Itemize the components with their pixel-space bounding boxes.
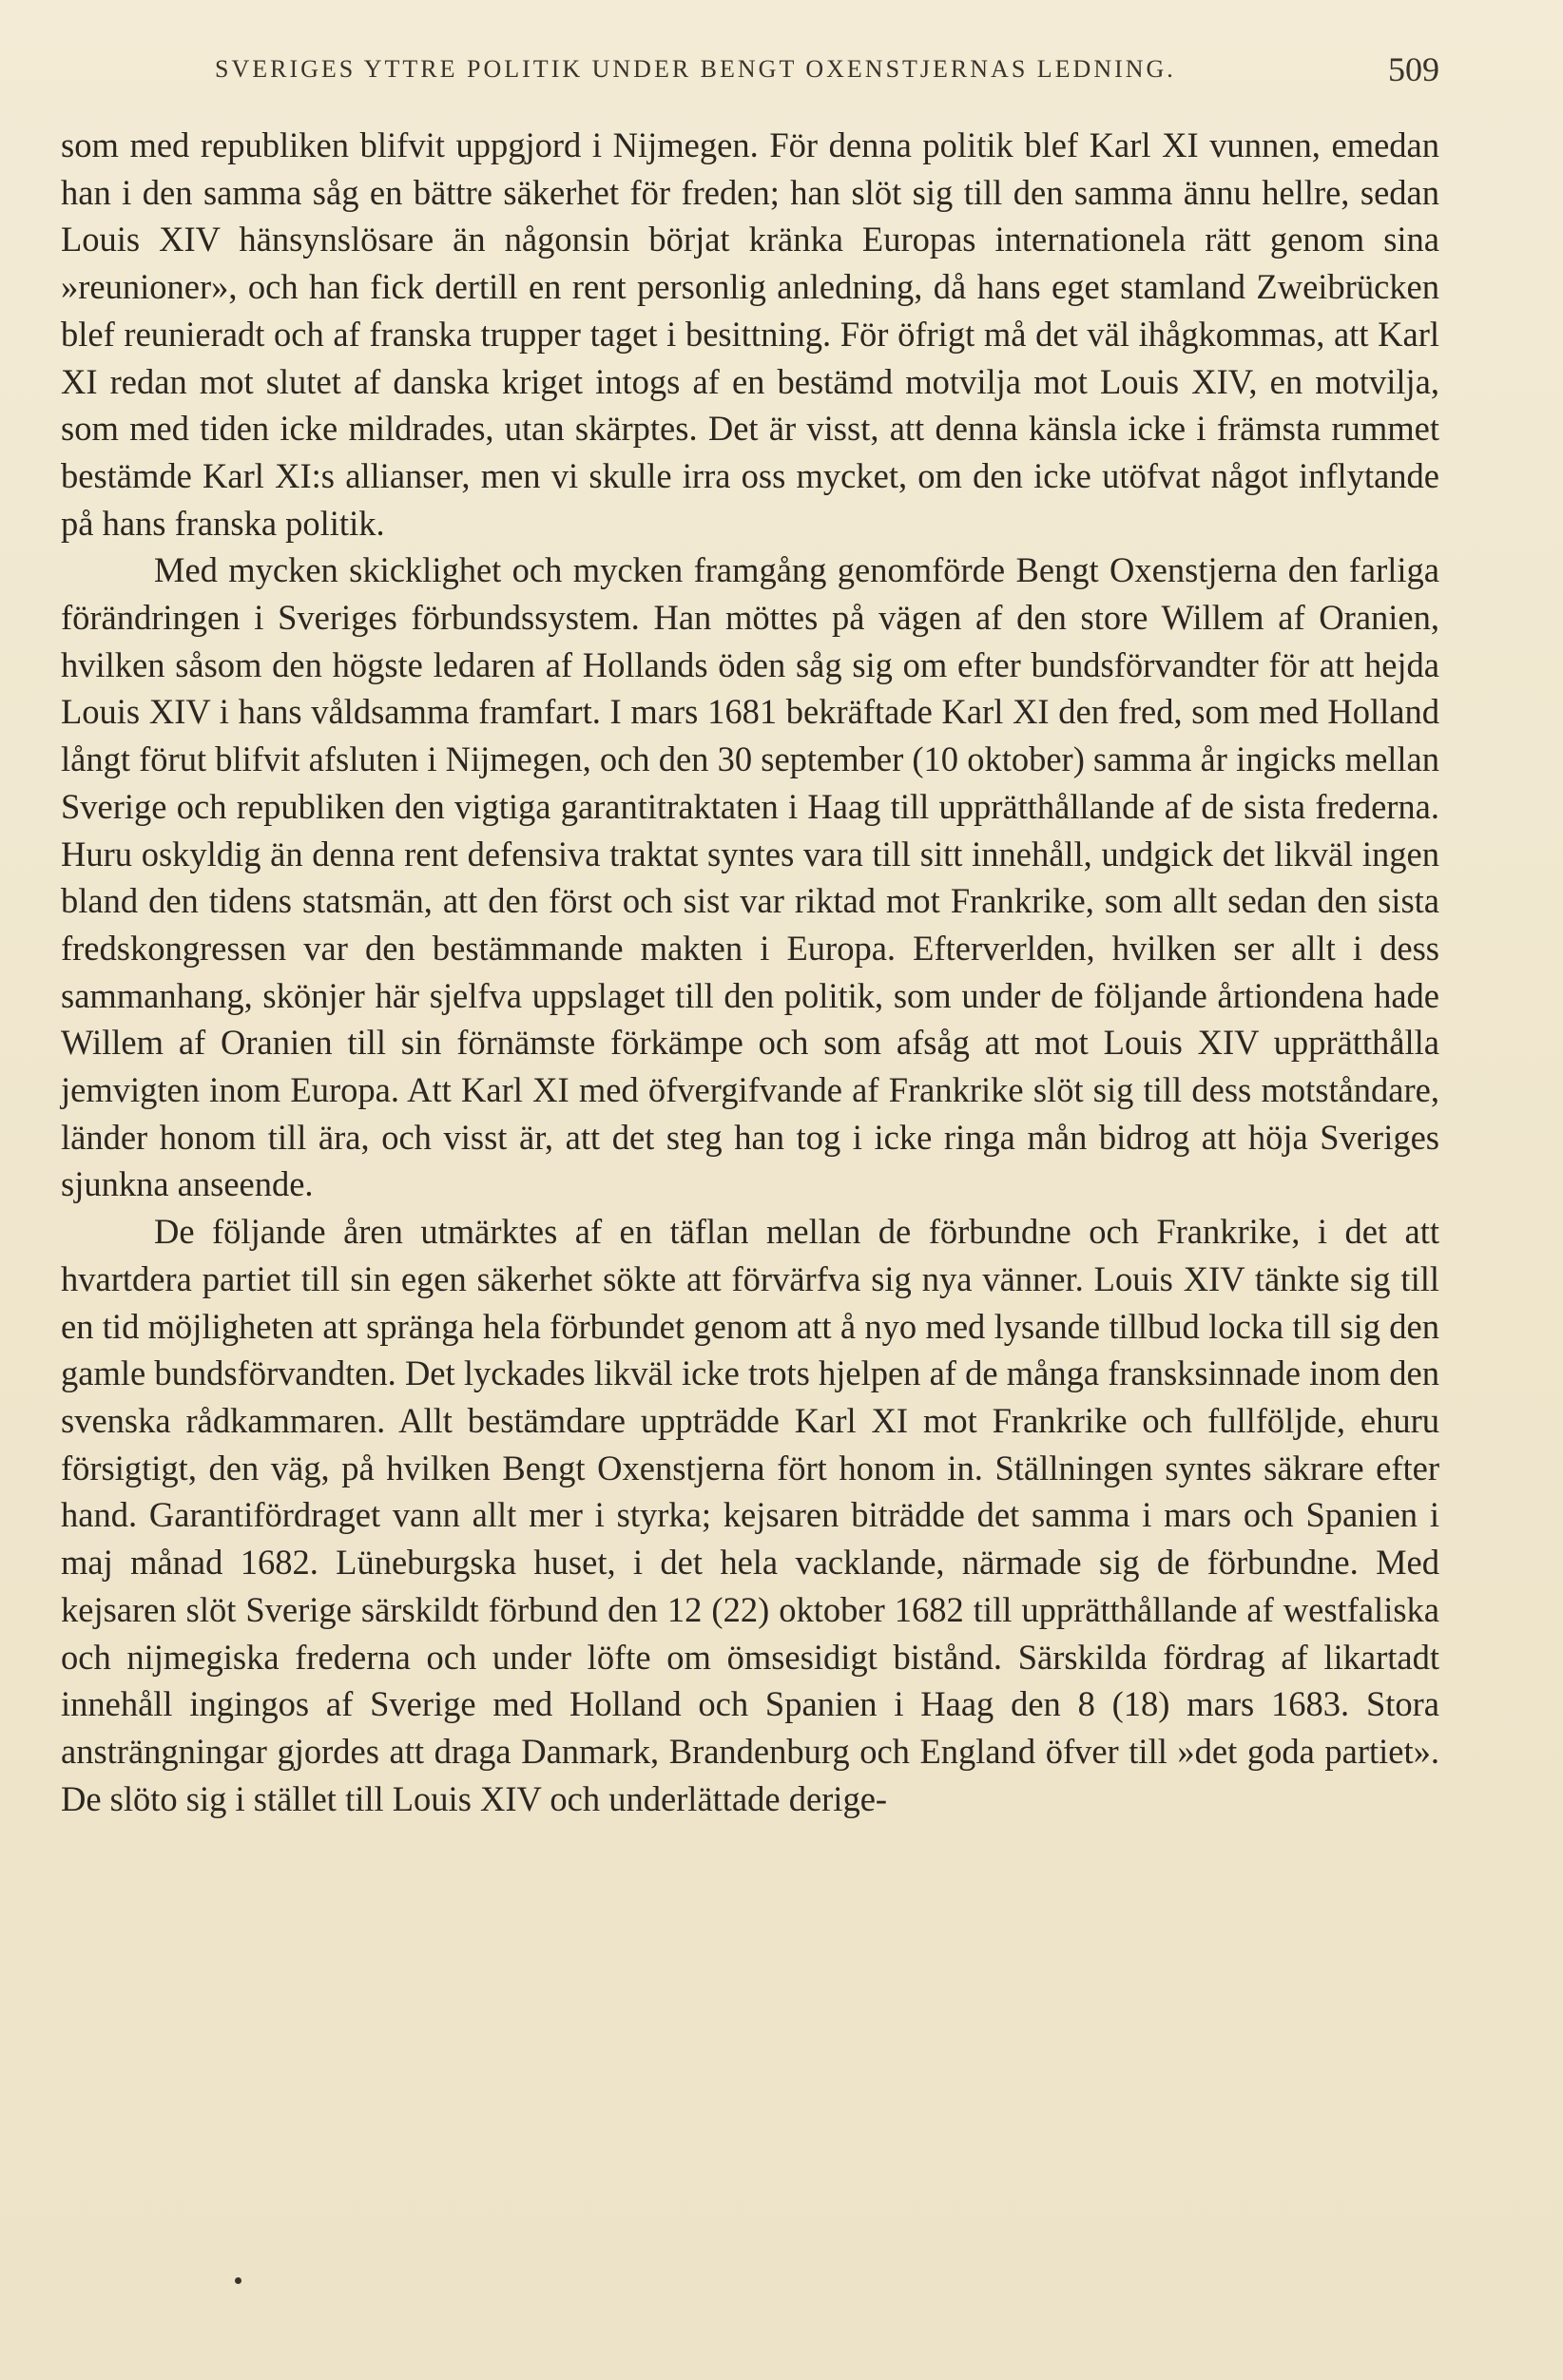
paragraph-2: Med mycken skicklighet och mycken framgång genomförde Bengt Oxenstjerna den farliga förändringen i Sveriges förbundssystem. Han möttes på vägen af den store Willem af Oranien, hvilken såsom den högste ledaren af Hollands öden såg sig om efter bundsförvandter för att hejda Louis XIV i hans våldsamma framfart. I mars 1681 bekräftade Karl XI den fred, som med Holland långt förut blifvit afsluten i Nijmegen, och den 30 september (10 oktober) samma år ingicks mellan Sverige och republiken den vigtiga garantitraktaten i Haag till upprätthållande af de sista frederna. Huru oskyldig än denna rent defensiva traktat syntes vara till sitt innehåll, undgick det likväl ingen bland den tidens statsmän, att den först och sist var riktad mot Frankrike, som allt sedan den sista fredskongressen var den bestämmande makten i Europa. Efterverlden, hvilken ser allt i dess sammanhang, skönjer här sjelfva uppslaget till den politik, som under de följande årtiondena hade Willem af Oranien till sin förnämste förkämpe och som afsåg att mot Louis XIV upprätthålla jemvigten inom Europa. Att Karl XI med öfvergifvande af Frankrike slöt sig till dess motståndare, länder honom till ära, och visst är, att det steg han tog i icke ringa mån bidrog att höja Sveriges sjunkna anseende. — [61, 550, 1439, 1204]
running-header — [61, 49, 1439, 87]
paragraph-3: De följande åren utmärktes af en täflan mellan de förbundne och Frankrike, i det att hvartdera partiet till sin egen säkerhet sökte att förvärfva sig nya vänner. Louis XIV tänkte sig till en tid möjligheten att spränga hela förbundet genom att å nyo med lysande tillbud locka till sig den gamle bundsförvandten. Det lyckades likväl icke trots hjelpen af de många fransksinnade inom den svenska rådkammaren. Allt bestämdare uppträdde Karl XI mot Frankrike och fullföljde, ehuru försigtigt, den väg, på hvilken Bengt Oxenstjerna fört honom in. Ställningen syntes säkrare efter hand. Garantifördraget vann allt mer i styrka; kejsaren biträdde det samma i mars och Spanien i maj månad 1682. Lüneburgska huset, i det hela vacklande, närmade sig de förbundne. Med kejsaren slöt Sverige särskildt förbund den 12 (22) oktober 1682 till upprätthållande af westfaliska och nijmegiska frederna och under löfte om ömsesidigt bistånd. Särskilda fördrag af likartadt innehåll ingingos af Sverige med Holland och Spanien i Haag den 8 (18) mars 1683. Stora ansträngningar gjordes att draga Danmark, Brandenburg och England öfver till »det goda partiet». De slöto sig i stället till Louis XIV och underlättade derige- — [61, 1212, 1439, 1818]
running-title: SVERIGES YTTRE POLITIK UNDER BENGT OXENSTJERNAS LEDNING. — [215, 55, 1176, 83]
ink-speck — [235, 2277, 241, 2284]
page-number: 509 — [1388, 50, 1439, 88]
body-text — [61, 122, 1439, 1822]
paragraph-1: som med republiken blifvit uppgjord i Nijmegen. För denna politik blef Karl XI vunnen, emedan han i den samma såg en bättre säkerhet för freden; han slöt sig till den samma ännu hellre, sedan Louis XIV hänsynslösare än någonsin börjat kränka Europas internationela rätt genom sina »reunioner», och han fick dertill en rent personlig anledning, då hans eget stamland Zweibrücken blef reunieradt och af franska trupper taget i besittning. För öfrigt må det väl ihågkommas, att Karl XI redan mot slutet af danska kriget intogs af en bestämd motvilja mot Louis XIV, en motvilja, som med tiden icke mildrades, utan skärptes. Det är visst, att denna känsla icke i främsta rummet bestämde Karl XI:s allianser, men vi skulle irra oss mycket, om den icke utöfvat något inflytande på hans franska politik. — [61, 125, 1439, 543]
